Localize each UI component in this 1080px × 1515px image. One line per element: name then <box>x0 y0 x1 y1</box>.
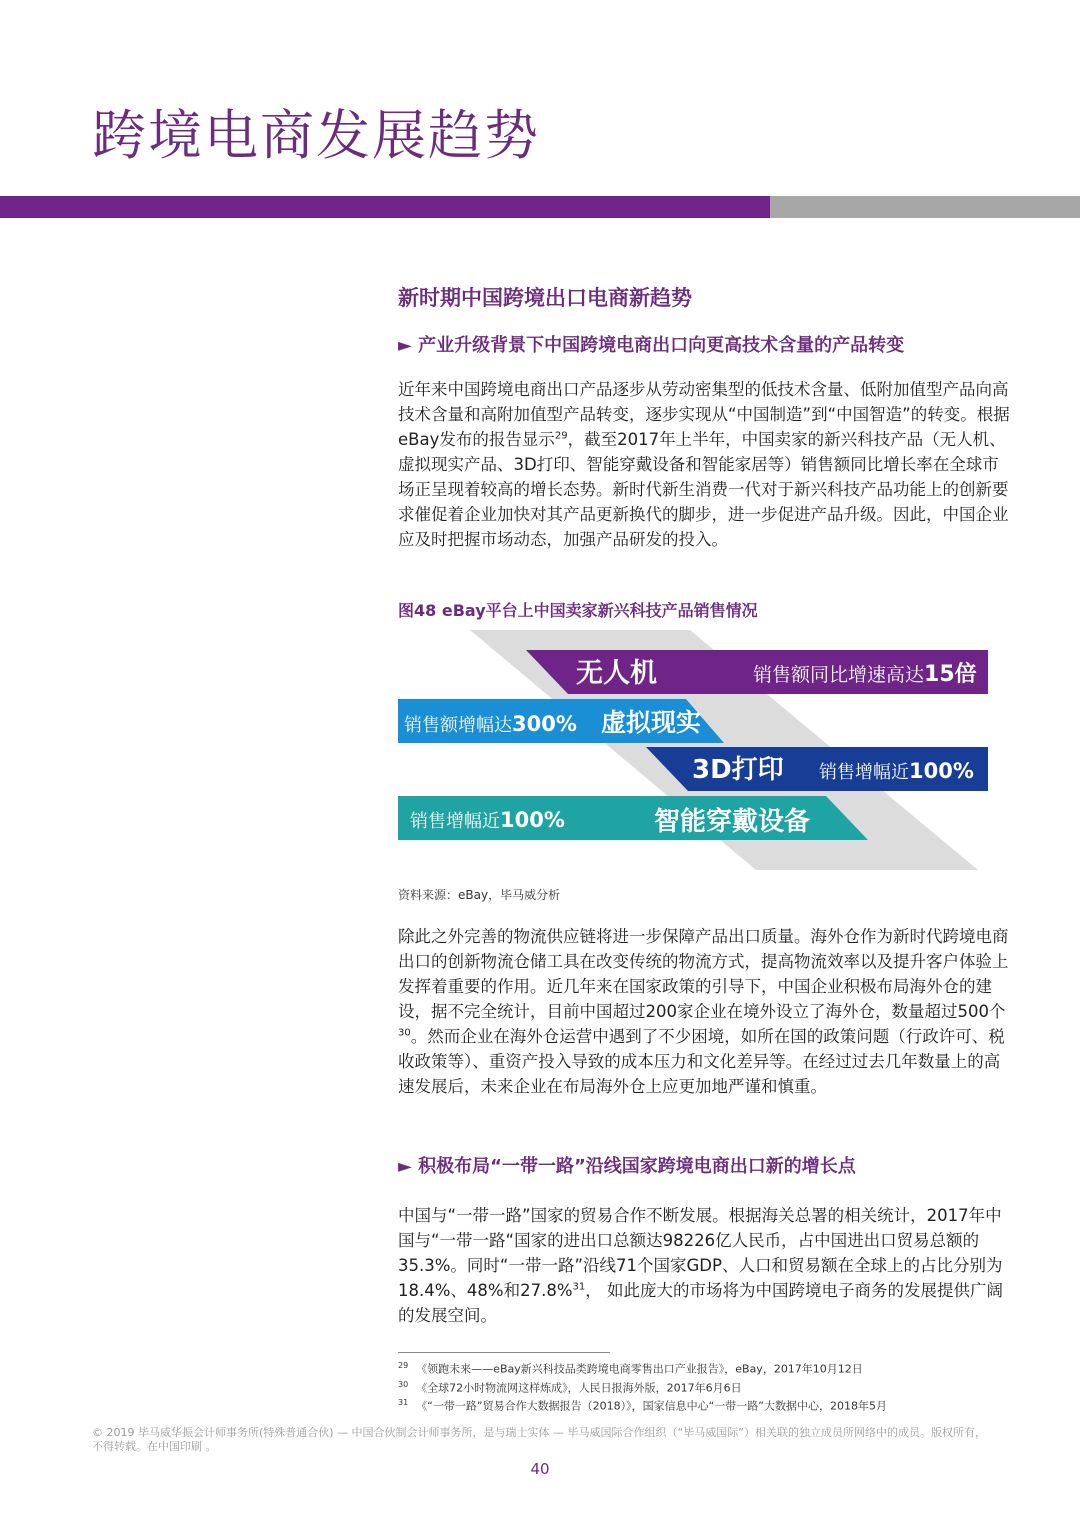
subheading-belt-road: ► 积极布局“一带一路”沿线国家跨境电商出口新的增长点 <box>398 1156 856 1177</box>
page-title: 跨境电商发展趋势 <box>92 104 540 167</box>
footnote-divider <box>398 1352 610 1353</box>
paragraph-2-text-b: 。然而企业在海外仓运营中遇到了不少困境，如所在国的政策问题（行政许可、税收政策等）、重资产投入导致的成本压力和文化差异等。在经过过去几年数量上的高速发展后，未来企业在布局海外仓上应更加地严谨和慎重。 <box>398 1027 1005 1096</box>
copyright-notice: © 2019 毕马威华振会计师事务所(特殊普通合伙) — 中国合伙制会计师事务所，是与瑞士实体 — 毕马威国际合作组织（“毕马威国际”）相关联的独立成员所网络中的成员。版权所有，不得转载。在中国印刷 。 <box>92 1426 986 1453</box>
stat-vr: 销售额增幅达300% <box>404 712 577 736</box>
page-number: 40 <box>530 1460 550 1478</box>
footnote-ref-31: 31 <box>572 1281 586 1293</box>
figure-graphic <box>398 630 988 875</box>
paragraph-1-text-a: 近年来中国跨境电商出口产品逐步从劳动密集型的低技术含量、低附加值型产品向高技术含量和高附加值型产品转变，逐步实现从“中国制造”到“中国智造”的转变。根据eBay发布的报告显示 <box>398 380 1010 449</box>
label-vr: 虚拟现实 <box>601 708 702 737</box>
subheading-industrial-upgrade: ► 产业升级背景下中国跨境电商出口向更高技术含量的产品转变 <box>398 335 905 356</box>
label-3d: 3D打印 <box>692 755 784 785</box>
paragraph-1-text-b: ，截至2017年上半年，中国卖家的新兴科技产品（无人机、虚拟现实产品、3D打印、智能穿戴设备和智能家居等）销售额同比增长率在全球市场正呈现着较高的增长态势。新时代新生消费一代对于新兴科技产品功能上的创新要求催促着企业加快对其产品更新换代的脚步，进一步促进产品升级。因此，中国企业应及时把握市场动态，加强产品研发的投入。 <box>398 430 1009 549</box>
stat-wearable: 销售增幅近100% <box>410 808 565 832</box>
header-band-purple <box>0 196 770 218</box>
paragraph-3-text-a: 中国与“一带一路”国家的贸易合作不断发展。根据海关总署的相关统计，2017年中国与“一带一路“国家的进出口总额达98226亿人民币，占中国进出口贸易总额的35.3%。同时“一带一路”沿线71个国家GDP、人口和贸易额在全球上的占比分别为18.4%、48%和27.8% <box>398 1206 1003 1300</box>
footnote-30: $^{30}$ 《全球72小时物流网这样炼成》，人民日报海外版，2017年6月6日 <box>398 1379 742 1395</box>
footnote-ref-29: 29 <box>554 430 568 442</box>
label-drone: 无人机 <box>576 658 657 689</box>
paragraph-3-text-b: ， 如此庞大的市场将为中国跨境电子商务的发展提供广阔的发展空间。 <box>398 1281 1003 1325</box>
footnotes <box>398 1358 1018 1414</box>
footnote-ref-30: 30 <box>398 1027 411 1039</box>
figure-source: 资料来源：eBay，毕马威分析 <box>398 888 561 902</box>
header-band-gray <box>770 196 1080 218</box>
footnote-29: $^{29}$ 《领跑未来——eBay新兴科技品类跨境电商零售出口产业报告》，eBay，2017年10月12日 <box>398 1361 863 1376</box>
figure-caption: 图48 eBay平台上中国卖家新兴科技产品销售情况 <box>398 601 758 620</box>
figure-48 <box>398 630 988 875</box>
paragraph-2 <box>398 924 1010 1099</box>
stat-3d: 销售增幅近100% <box>819 759 974 783</box>
paragraph-2-text-a: 除此之外完善的物流供应链将进一步保障产品出口质量。海外仓作为新时代跨境电商出口的创新物流仓储工具在改变传统的物流方式，提高物流效率以及提升客户体验上发挥着重要的作用。近几年来在国家政策的引导下，中国企业积极布局海外仓的建设，据不完全统计，目前中国超过200家企业在境外设立了海外仓，数量超过500个 <box>398 927 1009 1021</box>
label-wearable: 智能穿戴设备 <box>654 807 811 837</box>
section-title: 新时期中国跨境出口电商新趋势 <box>398 286 692 310</box>
paragraph-1 <box>398 377 1010 552</box>
paragraph-3 <box>398 1203 1010 1328</box>
footnote-31: $^{31}$ 《“一带一路”贸易合作大数据报告（2018）》，国家信息中心“一带一路”大数据中心，2018年5月 <box>398 1398 887 1413</box>
stat-drone: 销售额同比增速高达15倍 <box>753 662 977 687</box>
